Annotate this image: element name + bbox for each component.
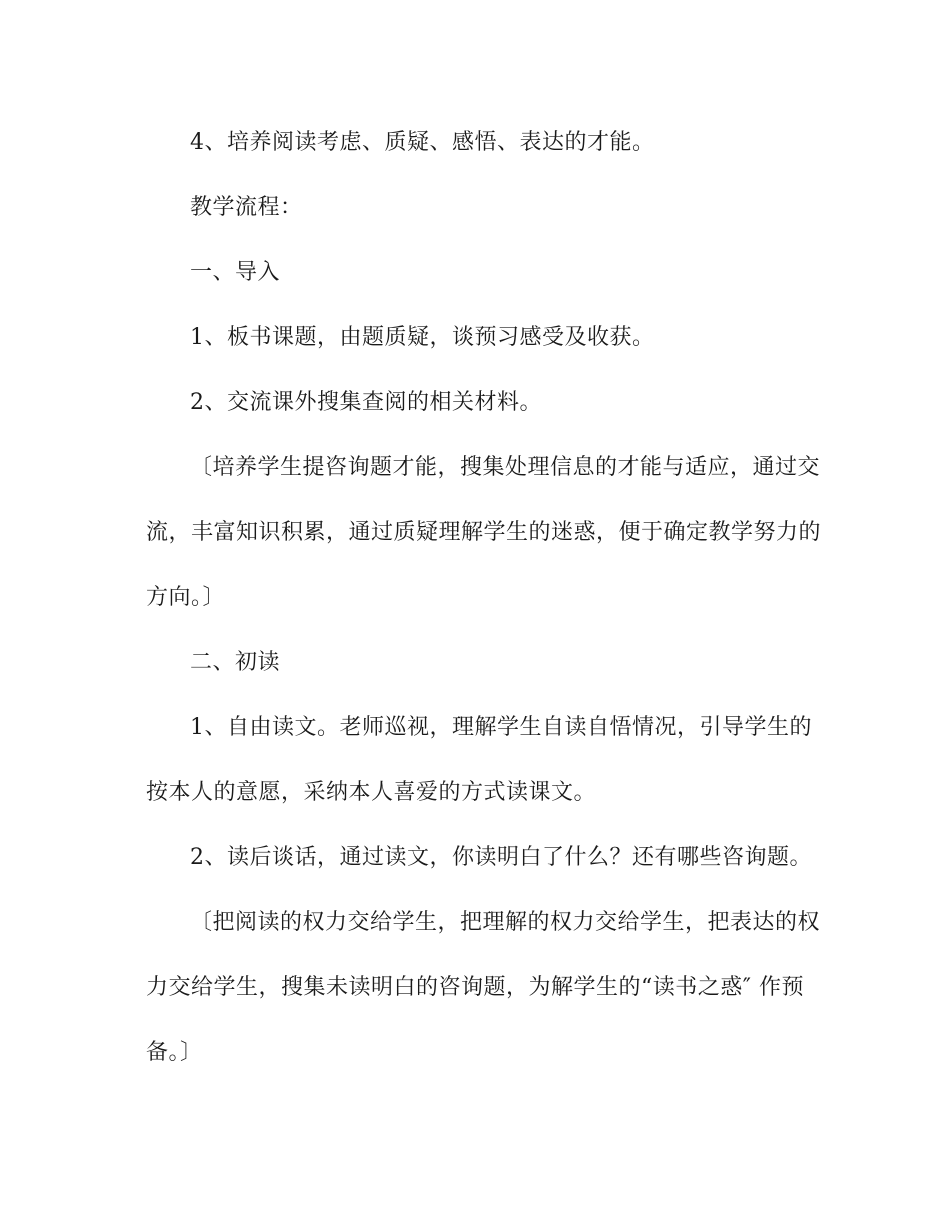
list-item-reading-1-line-1: 1、自由读文。老师巡视，理解学生自读自悟情况，引导学生的 — [190, 715, 812, 740]
note-reading-line-3: 备。〕 — [146, 1040, 203, 1065]
paragraph-goal-4: 4、培养阅读考虑、质疑、感悟、表达的才能。 — [190, 130, 655, 155]
note-intro-line-2: 流，丰富知识积累，通过质疑理解学生的迷惑，便于确定教学努力的 — [146, 520, 822, 545]
section-heading-first-reading: 二、初读 — [190, 650, 281, 675]
list-item-reading-1-line-2: 按本人的意愿，采纳本人喜爱的方式读课文。 — [146, 780, 597, 805]
list-item-intro-2: 2、交流课外搜集查阅的相关材料。 — [190, 390, 542, 415]
section-heading-intro: 一、导入 — [190, 260, 281, 285]
note-reading-line-1: 〔把阅读的权力交给学生，把理解的权力交给学生，把表达的权 — [190, 910, 821, 935]
heading-teaching-process: 教学流程： — [190, 195, 303, 220]
list-item-reading-2: 2、读后谈话，通过读文，你读明白了什么？还有哪些咨询题。 — [190, 845, 812, 870]
list-item-intro-1: 1、板书课题，由题质疑，谈预习感受及收获。 — [190, 325, 655, 350]
note-intro-line-1: 〔培养学生提咨询题才能，搜集处理信息的才能与适应，通过交 — [190, 455, 821, 480]
note-intro-line-3: 方向。〕 — [146, 585, 226, 610]
note-reading-line-2: 力交给学生，搜集未读明白的咨询题，为解学生的“读书之惑″ 作预 — [146, 975, 804, 1000]
